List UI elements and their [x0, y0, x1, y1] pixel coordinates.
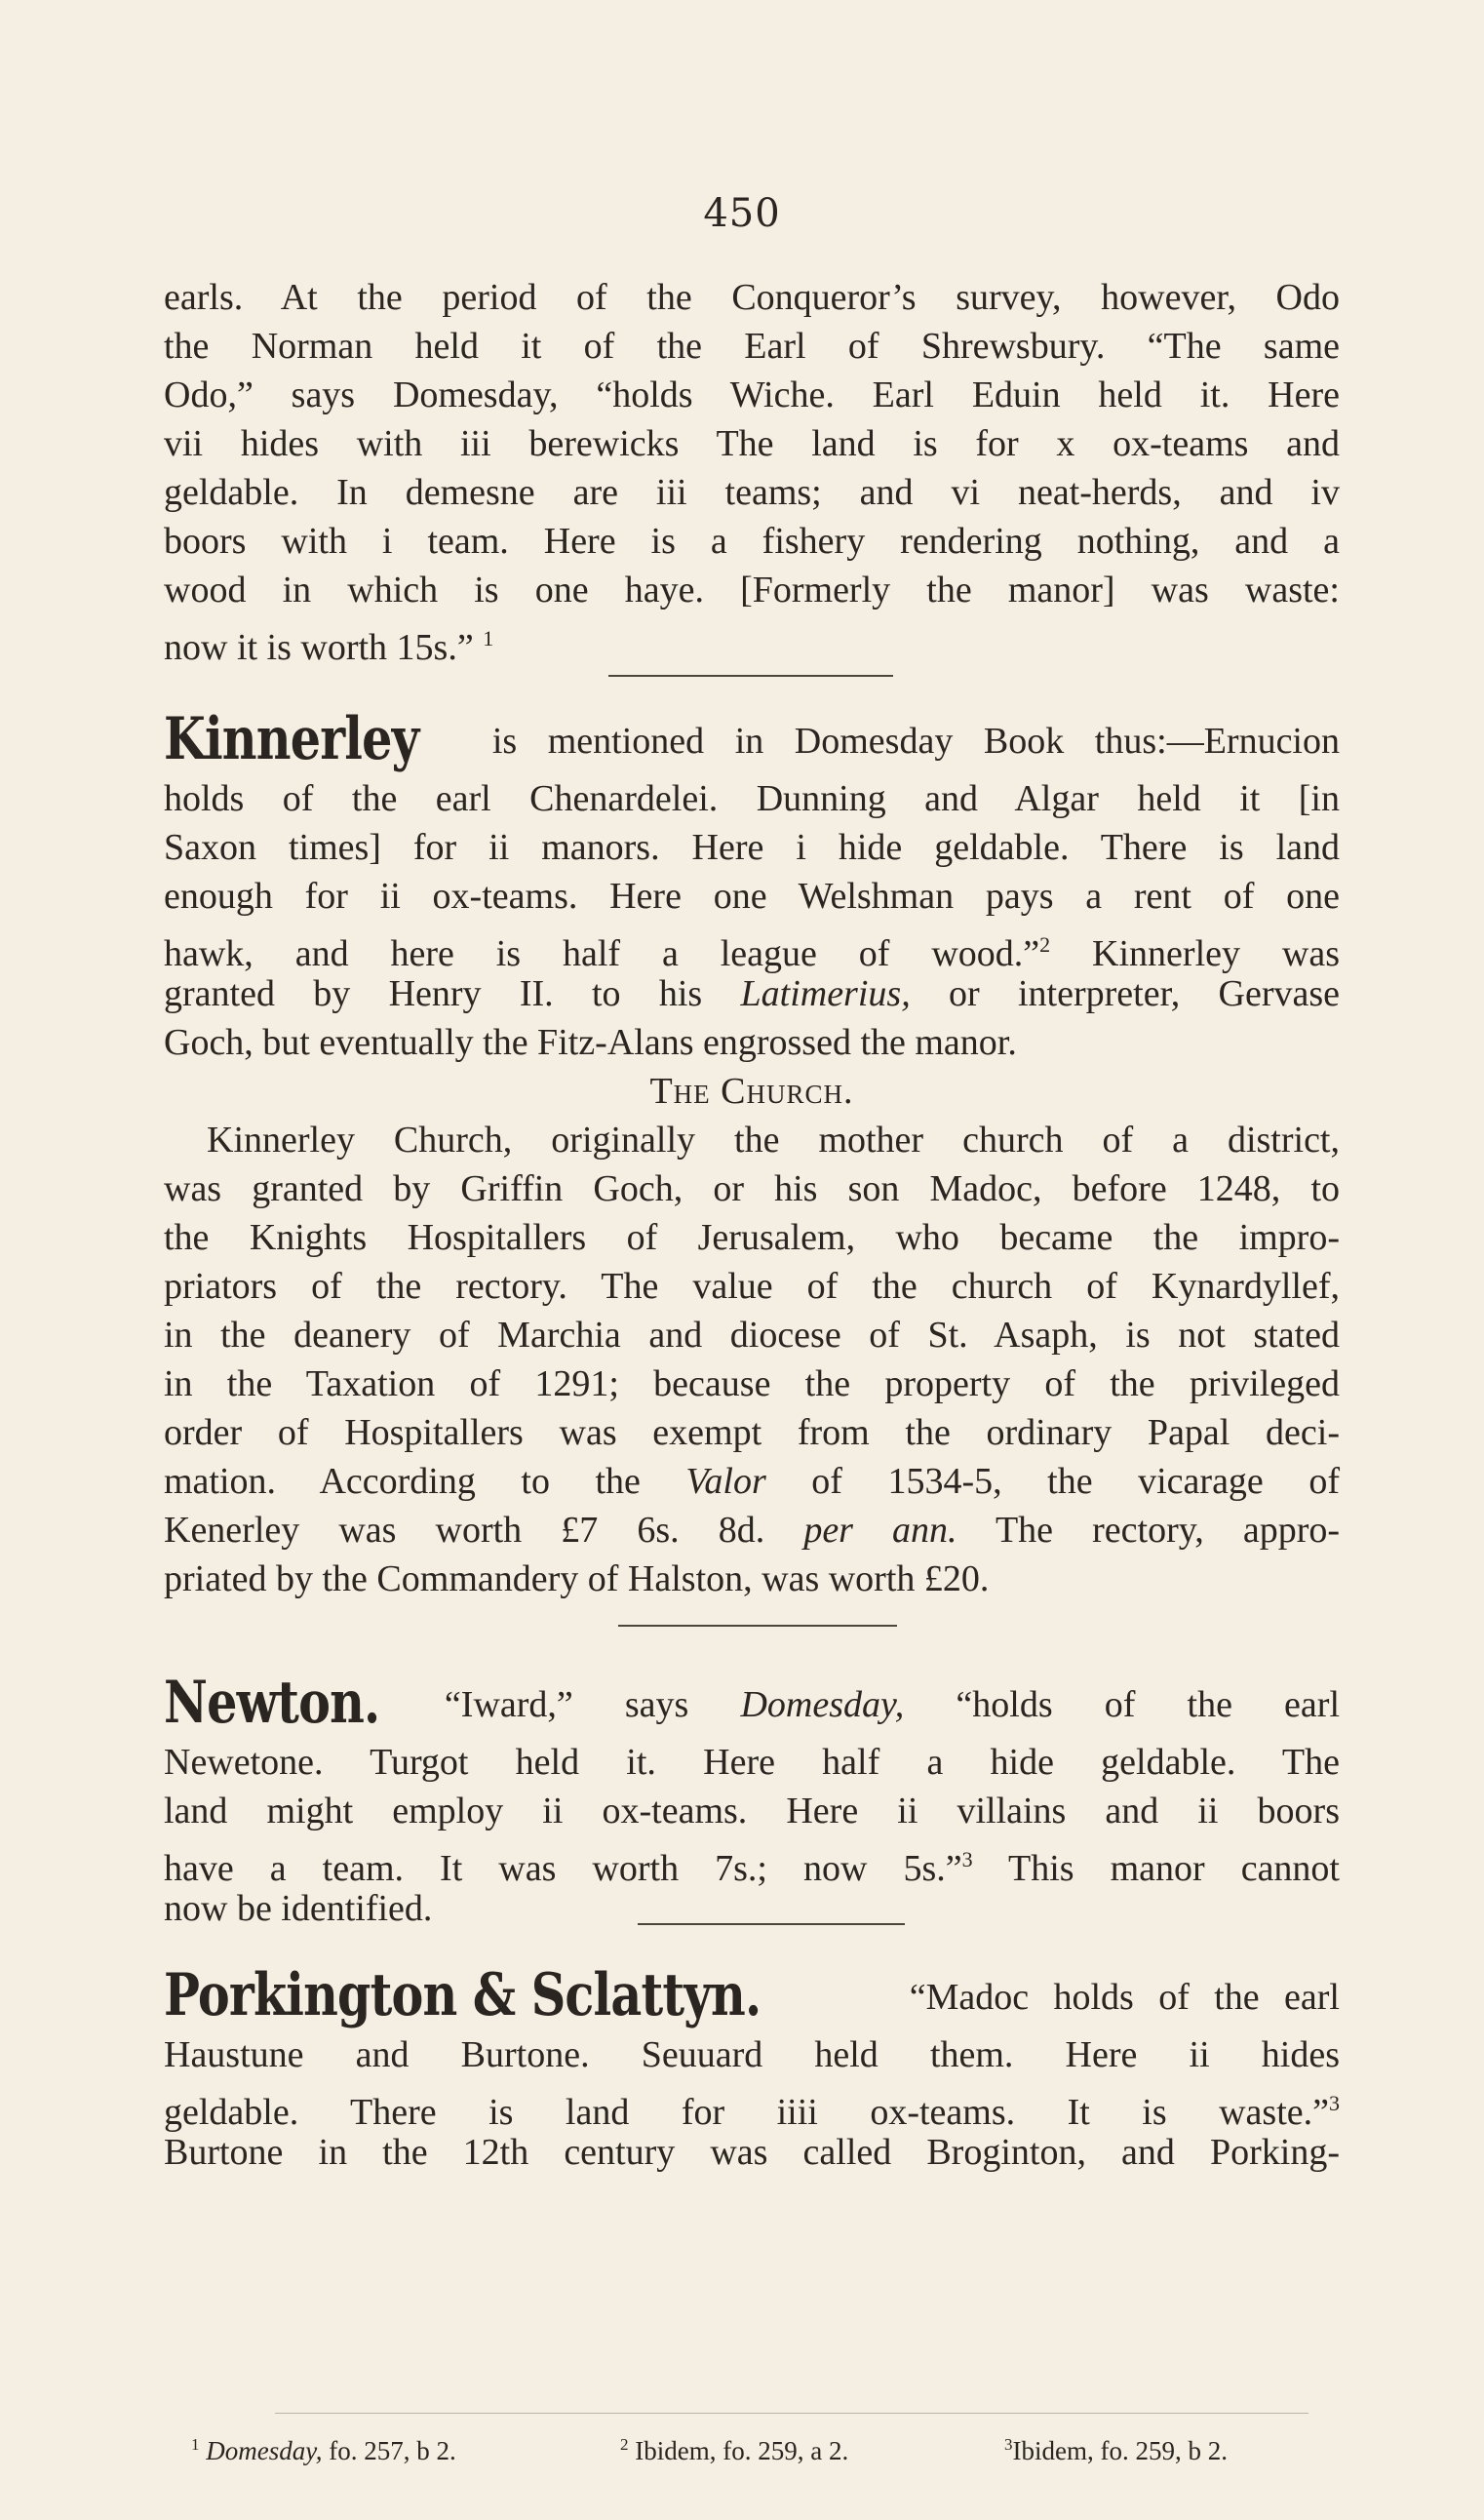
text-line: Newetone. Turgot held it. Here half a hide geldable. The — [164, 1742, 1340, 1783]
text-line: Odo,” says Domesday, “holds Wiche. Earl Eduin held it. Here — [164, 374, 1340, 415]
church-subheading: The Church. — [649, 1071, 854, 1112]
text-line: earls. At the period of the Conqueror’s survey, however, Odo — [164, 277, 1340, 318]
footnote-text: Ibidem, fo. 259, a 2. — [635, 2436, 849, 2465]
text-line: priated by the Commandery of Halston, was worth £20. — [164, 1558, 990, 1599]
opening-paragraph — [164, 273, 1340, 668]
text-line: priators of the rectory. The value of the church of Kynardyllef, — [164, 1266, 1340, 1307]
footnote-1 — [191, 2435, 456, 2466]
text-line-content: have a team. It was worth 7s.; now 5s.” — [164, 1848, 962, 1889]
footnote-marker: 3 — [1004, 2435, 1013, 2454]
newton-heading: Newton. — [164, 1669, 380, 1737]
italic-term: per ann. — [803, 1510, 957, 1551]
text-line — [164, 1457, 1340, 1506]
text-line: Saxon times] for ii manors. Here i hide geldable. There is land — [164, 827, 1340, 868]
text-line-content: of 1534-5, the vicarage of — [765, 1461, 1340, 1502]
footnote-text: Ibidem, fo. 259, b 2. — [1012, 2436, 1228, 2465]
porkington-section — [164, 1960, 1340, 2177]
text-line: order of Hospitallers was exempt from the ordinary Papal deci- — [164, 1412, 1340, 1453]
footnote-italic: Domesday, — [206, 2436, 323, 2465]
text-line — [164, 1506, 1340, 1555]
porkington-heading: Porkington & Sclattyn. — [164, 1961, 762, 2029]
text-line-content: “Iward,” says — [444, 1684, 741, 1725]
newton-section — [164, 1668, 1340, 1933]
text-line — [164, 969, 1340, 1018]
text-line-content: The rectory, appro- — [957, 1510, 1341, 1551]
kinnerley-first-line — [164, 704, 1340, 774]
section-divider — [618, 1625, 897, 1627]
text-line — [164, 614, 1340, 668]
text-line — [164, 2079, 1340, 2133]
text-line — [164, 1835, 1340, 1889]
text-line-content: now it is worth 15s.” — [164, 627, 474, 668]
text-line-content: This manor cannot — [972, 1848, 1340, 1889]
footnote-marker: 3 — [1329, 2091, 1340, 2115]
text-line: Burtone in the 12th century was called Broginton, and Porking- — [164, 2132, 1340, 2173]
italic-term: Domesday, — [740, 1684, 905, 1725]
text-line-content: or interpreter, Gervase — [910, 973, 1340, 1014]
text-line: the Knights Hospitallers of Jerusalem, who became the impro- — [164, 1217, 1340, 1258]
text-line-content: geldable. There is land for iiii ox-teams. It is waste.” — [164, 2092, 1329, 2133]
section-divider — [638, 1923, 905, 1925]
text-line: Kinnerley Church, originally the mother church of a district, — [207, 1120, 1340, 1161]
text-line: vii hides with iii berewicks The land is for x ox-teams and — [164, 423, 1340, 464]
footnote-marker: 3 — [961, 1847, 973, 1871]
text-line: in the deanery of Marchia and diocese of St. Asaph, is not stated — [164, 1315, 1340, 1356]
footnote-marker: 2 — [620, 2435, 629, 2454]
footnote-rule — [275, 2413, 1308, 2414]
text-line: holds of the earl Chenardelei. Dunning and Algar held it [in — [164, 778, 1340, 819]
text-line-content: hawk, and here is half a league of wood.” — [164, 933, 1040, 974]
kinnerley-heading: Kinnerley — [164, 705, 419, 773]
text-line-content: Kenerley was worth £7 6s. 8d. — [164, 1510, 804, 1551]
text-line: was granted by Griffin Goch, or his son Madoc, before 1248, to — [164, 1168, 1340, 1209]
footnote-2 — [620, 2435, 848, 2466]
text-line — [164, 921, 1340, 974]
text-line: now be identified. — [164, 1888, 433, 1929]
text-line: in the Taxation of 1291; because the property of the privileged — [164, 1363, 1340, 1404]
newton-first-line — [164, 1668, 1340, 1738]
footnote-marker: 1 — [191, 2435, 200, 2454]
text-line-content: granted by Henry II. to his — [164, 973, 741, 1014]
text-line-content: is mentioned in Domesday Book thus:—Ernucion — [491, 721, 1340, 762]
text-line-content: Kinnerley was — [1050, 933, 1340, 974]
text-line: the Norman held it of the Earl of Shrewsbury. “The same — [164, 326, 1340, 367]
footnote-3 — [1004, 2435, 1228, 2466]
footnote-marker: 2 — [1039, 932, 1051, 957]
text-line: geldable. In demesne are iii teams; and vi neat-herds, and iv — [164, 472, 1340, 513]
text-line: land might employ ii ox-teams. Here ii villains and ii boors — [164, 1791, 1340, 1831]
section-divider — [608, 675, 893, 677]
italic-term: Latimerius, — [740, 973, 911, 1014]
kinnerley-section — [164, 704, 1340, 1603]
text-line-content: “Madoc holds of the earl — [909, 1977, 1340, 2018]
text-line: Goch, but eventually the Fitz-Alans engrossed the manor. — [164, 1022, 1017, 1063]
text-line: enough for ii ox-teams. Here one Welshman pays a rent of one — [164, 876, 1340, 917]
footnote-marker: 1 — [483, 626, 494, 650]
porkington-first-line — [164, 1960, 1340, 2030]
page-number: 450 — [703, 191, 781, 236]
text-line: wood in which is one haye. [Formerly the manor] was waste: — [164, 570, 1340, 610]
text-line: boors with i team. Here is a fishery rendering nothing, and a — [164, 521, 1340, 562]
text-line-content: “holds of the earl — [904, 1684, 1341, 1725]
text-line: Haustune and Burtone. Seuuard held them. Here ii hides — [164, 2034, 1340, 2075]
italic-term: Valor — [685, 1461, 766, 1502]
text-line-content: mation. According to the — [164, 1461, 686, 1502]
footnote-text: fo. 257, b 2. — [322, 2436, 456, 2465]
